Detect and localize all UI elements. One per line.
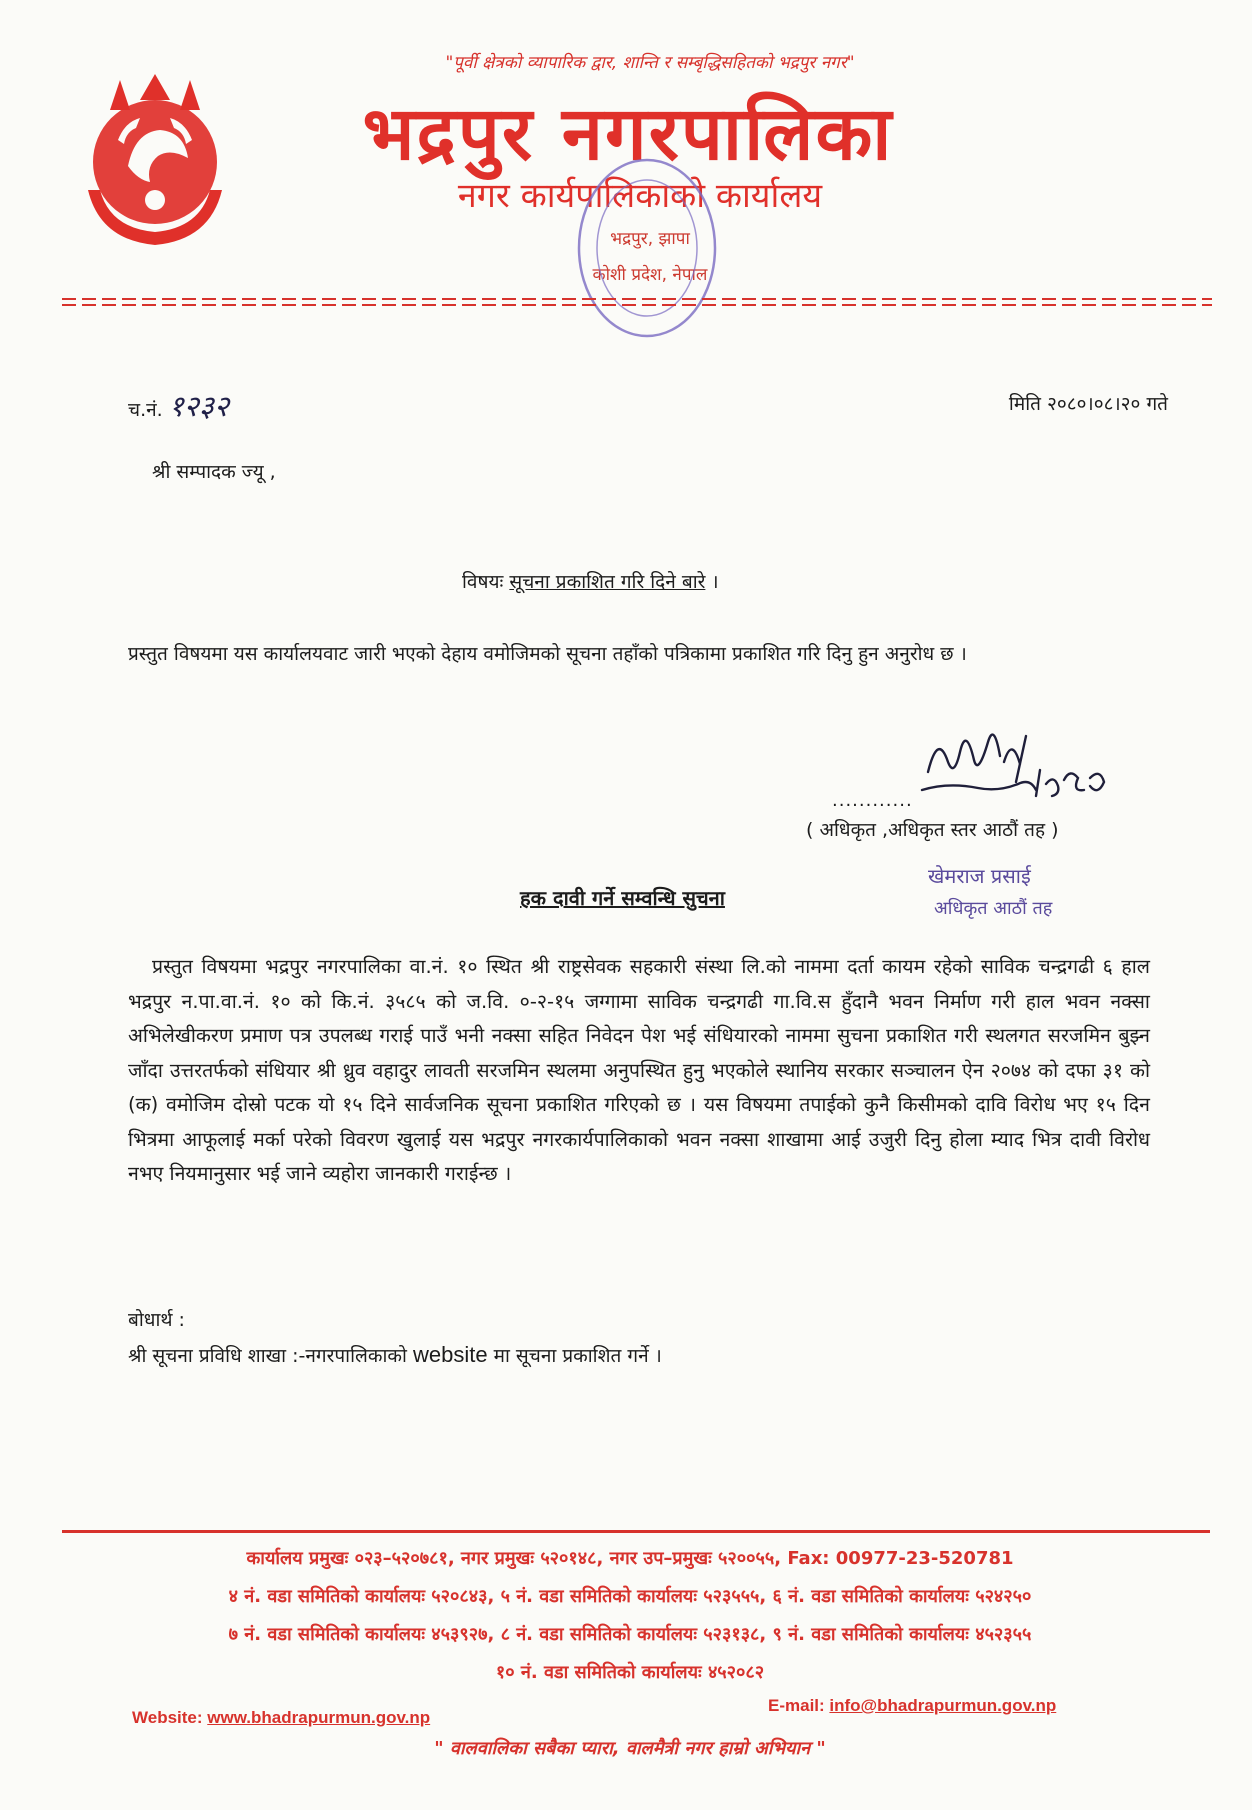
cc-website-word: website [412, 1342, 488, 1367]
ref-label: च.नं. [128, 399, 163, 421]
footer-contact-line-4: १० नं. वडा समितिको कार्यालयः ४५२०८२ [495, 1662, 765, 1683]
ref-number-handwritten: १२३२ [168, 389, 230, 423]
signatory-designation: ( अधिकृत ,अधिकृत स्तर आठौं तह ) [806, 819, 1059, 841]
footer-contact-line-1: कार्यालय प्रमुखः ०२३–५२०७८१, नगर प्रमुखः ५२०१४८, नगर उप–प्रमुखः ५२००५५, Fax: 00977-23-520781 [246, 1548, 1014, 1569]
footer-website [132, 1708, 430, 1728]
subject-label: विषयः [462, 571, 504, 593]
office-seal-stamp [572, 148, 722, 348]
letter-body: प्रस्तुत विषयमा यस कार्यालयवाट जारी भएको देहाय वमोजिमको सूचना तहाँको पत्रिकामा प्रकाशित गरि दिनु हुन अनुरोध छ । [128, 643, 967, 665]
addressee: श्री सम्पादक ज्यू , [152, 461, 276, 483]
subject-line [462, 568, 719, 594]
header-motto: "पूर्वी क्षेत्रको व्यापारिक द्वार, शान्ति र सम्बृद्धिसहितको भद्रपुर नगर" [445, 53, 855, 73]
org-name: भद्रपुर नगरपालिका [362, 91, 894, 177]
footer-contact-line-3: ७ नं. वडा समितिको कार्यालयः ४५३९२७, ८ नं. वडा समितिको कार्यालयः ५२३१३८, ९ नं. वडा समितिको कार्यालयः ४५२३५५ [228, 1624, 1032, 1645]
stamp-title: अधिकृत आठौं तह [934, 898, 1053, 919]
notice-body: प्रस्तुत विषयमा भद्रपुर नगरपालिका वा.नं. १० स्थित श्री राष्ट्रसेवक सहकारी संस्था लि.को नाममा दर्ता कायम रहेको साविक चन्द्रगढी ६ हाल भद्रपुर न.पा.वा.नं. १० को कि.नं. ३५८५ को ज.वि. ०-२-१५ जग्गामा साविक चन्द्रगढी गा.वि.स हुँदानै भवन निर्माण गरी हाल भवन नक्सा अभिलेखीकरण प्रमाण पत्र उपलब्ध गराई पाउँ भनी नक्सा सहित निवेदन पेश भई संधियारको नाममा सुचना प्रकाशित गरी स्थलगत सरजमिन बुझ्न जाँदा उत्तरतर्फको संधियार श्री ध्रुव वहादुर लावती सरजमिन स्थलमा अनुपस्थित हुनु भएकोले स्थानिय सरकार सञ्चालन ऐन २०७४ को दफा ३१ को (क) वमोजिम दोस्रो पटक यो १५ दिने सार्वजनिक सूचना प्रकाशित गरिएको छ । यस विषयमा तपाईको कुनै किसीमको दावि विरोध भए १५ दिन भित्रमा आफूलाई मर्का परेको विवरण खुलाई यस भद्रपुर नगरकार्यपालिकाको भवन नक्सा शाखामा आई उजुरी दिनु होला म्याद भित्र दावी विरोध नभए नियमानुसार भई जाने व्यहोरा जानकारी गराईन्छ । [128, 955, 1150, 1185]
header-divider [62, 296, 1212, 308]
address-line-2: कोशी प्रदेश, नेपाल [592, 265, 708, 285]
handwritten-signature [908, 712, 1118, 808]
website-link[interactable]: www.bhadrapurmun.gov.np [207, 1708, 431, 1727]
footer-contact-line-2: ४ नं. वडा समितिको कार्यालयः ५२०८४३, ५ नं. वडा समितिको कार्यालयः ५२३५५५, ६ नं. वडा समितिको कार्यालयः ५२४२५० [228, 1586, 1032, 1607]
subject-end: । [705, 571, 719, 593]
nepal-emblem-icon [80, 70, 230, 250]
notice-title: हक दावी गर्ने सम्वन्धि सुचना [520, 886, 725, 910]
cc-line [128, 1342, 662, 1368]
cc-text-after: मा सूचना प्रकाशित गर्ने । [487, 1345, 662, 1367]
reference-number [128, 386, 229, 425]
signature-dots: ............ [832, 790, 913, 811]
subject-text: सूचना प्रकाशित गरि दिने बारे [509, 571, 706, 593]
office-name: नगर कार्यपालिकाको कार्यालय [457, 176, 823, 216]
website-label: Website: [132, 1708, 208, 1727]
footer-email [768, 1696, 1056, 1716]
cc-label: बोधार्थ : [128, 1309, 185, 1331]
email-link[interactable]: info@bhadrapurmun.gov.np [829, 1696, 1057, 1715]
letter-date: मिति २०८०।०८।२० गते [1008, 393, 1168, 415]
stamp-name: खेमराज प्रसाई [928, 864, 1031, 888]
footer-slogan: " वालवालिका सबैका प्यारा, वालमैत्री नगर हाम्रो अभियान " [434, 1738, 826, 1759]
email-label: E-mail: [768, 1696, 830, 1715]
footer-divider [62, 1530, 1210, 1533]
cc-text-before: श्री सूचना प्रविधि शाखा :-नगरपालिकाको [128, 1345, 413, 1367]
address-line-1: भद्रपुर, झापा [610, 229, 690, 249]
